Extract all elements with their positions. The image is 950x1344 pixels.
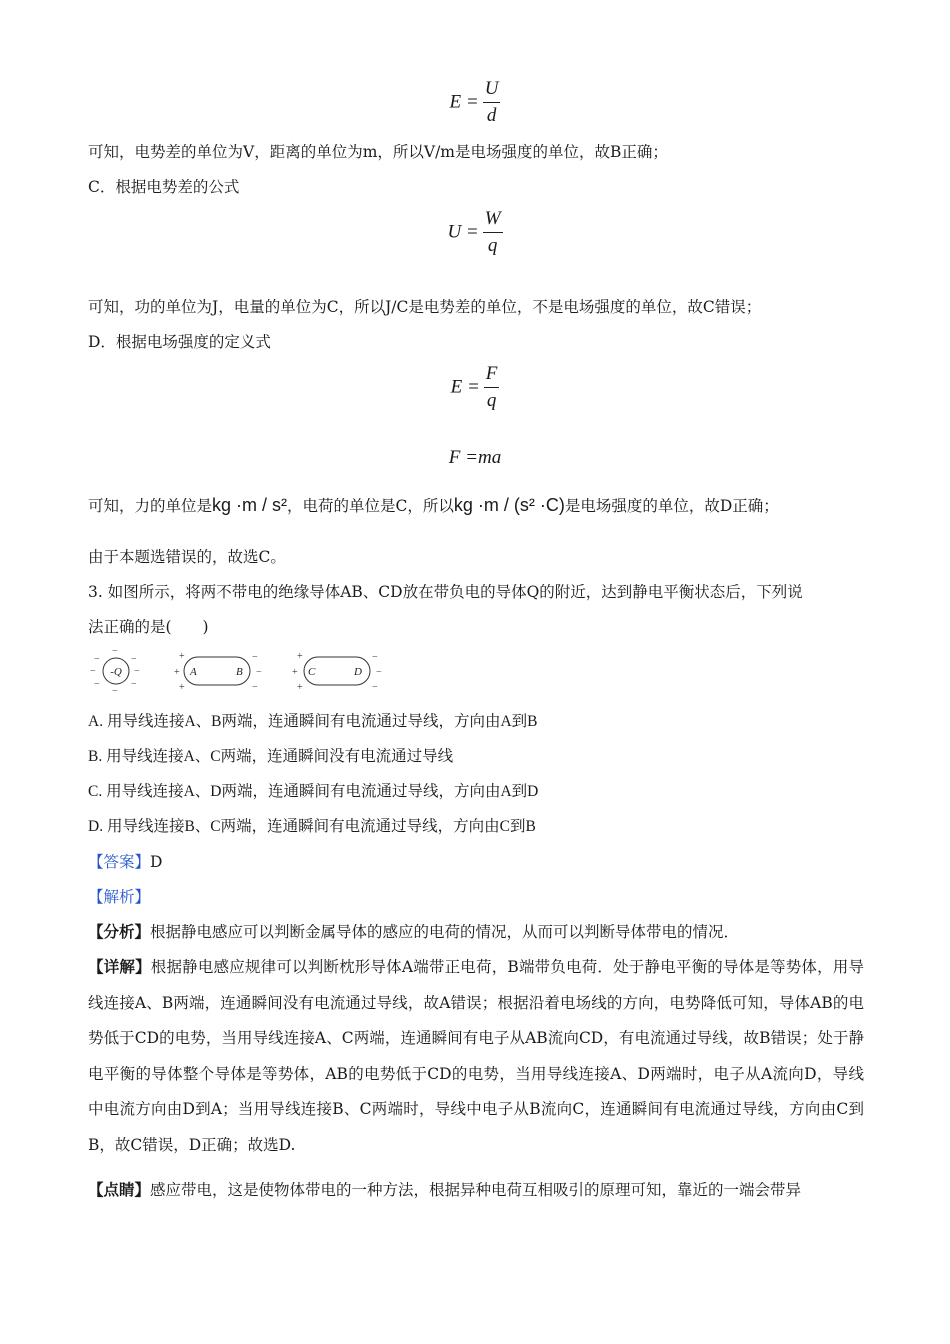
- option-d: D. 用导线连接B、C两端，连通瞬间有电流通过导线，方向由C到B: [88, 818, 536, 835]
- option-a: A. 用导线连接A、B两端，连通瞬间有电流通过导线，方向由A到B: [88, 713, 538, 730]
- svg-text:C: C: [308, 666, 316, 678]
- fenxi-line: [88, 921, 864, 943]
- svg-text:D: D: [354, 666, 362, 678]
- text-line: 由于本题选错误的，故选C。: [88, 548, 286, 566]
- svg-text:−: −: [252, 682, 258, 693]
- svg-text:+: +: [292, 667, 298, 678]
- unit-newton: kg ·m / s²: [212, 495, 288, 515]
- svg-text:−: −: [94, 654, 100, 665]
- svg-text:−: −: [372, 682, 378, 693]
- formula-f-ma: F =ma: [448, 447, 502, 468]
- svg-text:+: +: [174, 667, 180, 678]
- fenxi-text: 根据静电感应可以判断金属导体的感应的电荷的情况，从而可以判断导体带电的情况．: [150, 923, 740, 941]
- svg-text:-Q: -Q: [110, 666, 122, 678]
- svg-text:−: −: [134, 666, 140, 677]
- text-line: D．根据电场强度的定义式: [88, 333, 271, 351]
- xiangjie-text: 根据静电感应规律可以判断枕形导体A端带正电荷，B端带负电荷．处于静电平衡的导体是等势体，用导线连接A、B两端，连通瞬间没有电流通过导线，故A错误；根据沿着电场线的方向，电势降低可知，导体AB的电势低于CD的电势，当用导线连接A、C两端，连通瞬间有电子从AB流向CD，有电流通过导线，故B错误；处于静电平衡的导体整个导体是等势体，AB的电势低于CD的电势，当用导线连接A、D两端时，电子从A流向D，导线中电流方向由D到A；当用导线连接B、C两端时，导线中电子从B流向C，连通瞬间有电流通过导线，方向由C到B，故C错误，D正确；故选D.: [88, 958, 864, 1154]
- dianjing-label: 【点睛】: [88, 1180, 151, 1199]
- formula-u-w-q: U = $\frac{W}{q}$: [447, 208, 501, 256]
- svg-text:−: −: [252, 652, 258, 663]
- svg-text:−: −: [131, 654, 137, 665]
- question-line: 法正确的是( ): [88, 618, 209, 636]
- svg-text:−: −: [112, 647, 118, 657]
- xiangjie-label: 【详解】: [88, 957, 151, 976]
- text-line-units: 可知，力的单位是kg ·m / s²，电荷的单位是C，所以kg ·m / (s² ·C)是电场强度的单位，故D正确；: [88, 495, 779, 515]
- question-line: 3. 如图所示，将两不带电的绝缘导体AB、CD放在带负电的导体Q的附近，达到静电平衡状态后，下列说: [88, 583, 803, 601]
- analysis-label: 【解析】: [88, 888, 151, 906]
- conductor-cd: [292, 651, 382, 693]
- xiangjie-paragraph: [88, 949, 864, 1164]
- answer-label: 【答案】: [88, 853, 151, 871]
- svg-text:−: −: [372, 652, 378, 663]
- unit-field: kg ·m / (s² ·C): [453, 495, 565, 515]
- svg-text:−: −: [112, 686, 118, 695]
- svg-text:+: +: [297, 682, 303, 693]
- conductor-ab: [174, 651, 262, 693]
- formula-e-u-d: E = $\frac{U}{d}$: [449, 78, 499, 126]
- answer-value: D: [150, 853, 163, 871]
- svg-text:−: −: [256, 667, 262, 678]
- svg-text:−: −: [94, 679, 100, 690]
- option-b: B. 用导线连接A、C两端，连通瞬间没有电流通过导线: [88, 748, 454, 765]
- formula-e-f-q: E = $\frac{F}{q}$: [450, 363, 498, 411]
- charged-sphere-q: [90, 647, 140, 695]
- svg-text:+: +: [179, 651, 185, 662]
- text-line: 可知，电势差的单位为V，距离的单位为m，所以V/m是电场强度的单位，故B正确；: [88, 143, 668, 161]
- fenxi-label: 【分析】: [88, 922, 151, 941]
- dianjing-text: 感应带电，这是使物体带电的一种方法，根据异种电荷互相吸引的原理可知，靠近的一端会带异: [150, 1181, 802, 1199]
- answer-line: [88, 851, 864, 873]
- svg-text:B: B: [236, 666, 243, 678]
- option-c: C. 用导线连接A、D两端，连通瞬间有电流通过导线，方向由A到D: [88, 783, 539, 800]
- conductor-figure: [86, 647, 386, 695]
- dianjing-line: [88, 1179, 864, 1201]
- svg-text:−: −: [376, 667, 382, 678]
- text-line: 可知，功的单位为J，电量的单位为C，所以J/C是电势差的单位，不是电场强度的单位，故C错误；: [88, 298, 762, 316]
- svg-text:−: −: [90, 666, 96, 677]
- svg-text:+: +: [297, 651, 303, 662]
- text-line: C．根据电势差的公式: [88, 178, 240, 196]
- svg-text:+: +: [179, 682, 185, 693]
- svg-text:−: −: [131, 679, 137, 690]
- svg-text:A: A: [190, 666, 197, 678]
